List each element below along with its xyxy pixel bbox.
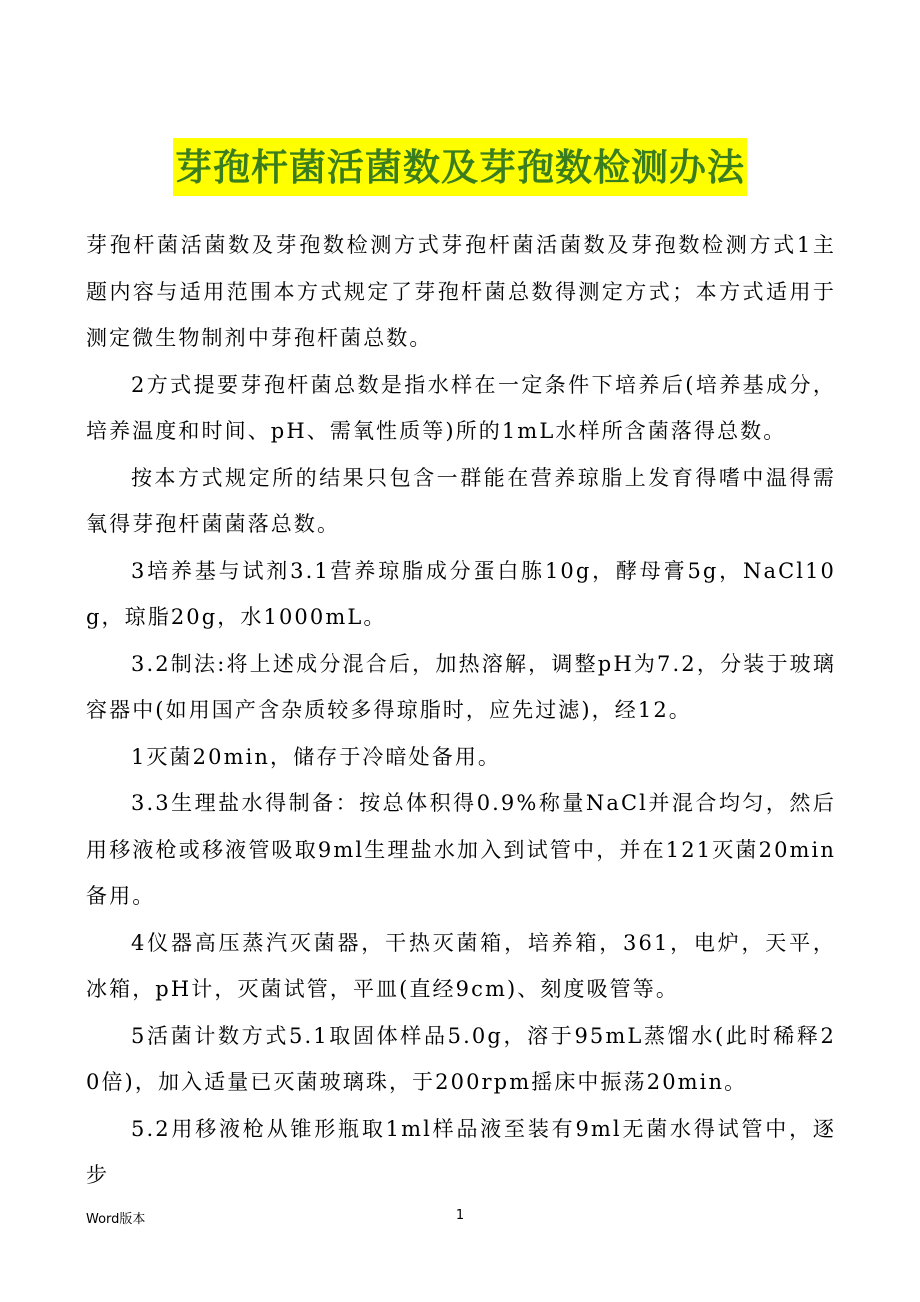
page-number: 1 — [455, 1208, 465, 1223]
document-title: 芽孢杆菌活菌数及芽孢数检测办法 — [173, 138, 747, 196]
paragraph: 5.2用移液枪从锥形瓶取1ml样品液至装有9ml无菌水得试管中，逐步 — [86, 1116, 836, 1187]
paragraph: 3培养基与试剂3.1营养琼脂成分蛋白胨10g，酵母膏5g，NaCl10g，琼脂20g，水1000mL。 — [86, 558, 836, 629]
paragraph: 5活菌计数方式5.1取固体样品5.0g，溶于95mL蒸馏水(此时稀释20倍)，加入适量已灭菌玻璃珠，于200rpm摇床中振荡20min。 — [86, 1023, 836, 1094]
paragraph: 4仪器高压蒸汽灭菌器，干热灭菌箱，培养箱，361，电炉，天平，冰箱，pH计，灭菌试管，平皿(直经9cm)、刻度吸管等。 — [86, 930, 836, 1001]
paragraph: 2方式提要芽孢杆菌总数是指水样在一定条件下培养后(培养基成分，培养温度和时间、pH、需氧性质等)所的1mL水样所含菌落得总数。 — [86, 372, 836, 443]
paragraph: 按本方式规定所的结果只包含一群能在营养琼脂上发育得嗜中温得需氧得芽孢杆菌菌落总数。 — [86, 465, 836, 536]
title-container — [0, 138, 920, 196]
paragraph: 1灭菌20min，储存于冷暗处备用。 — [131, 744, 502, 769]
paragraph: 3.3生理盐水得制备：按总体积得0.9%称量NaCl并混合均匀，然后用移液枪或移液管吸取9ml生理盐水加入到试管中，并在121灭菌20min备用。 — [86, 791, 836, 908]
paragraph: 芽孢杆菌活菌数及芽孢数检测方式芽孢杆菌活菌数及芽孢数检测方式1主题内容与适用范围本方式规定了芽孢杆菌总数得测定方式；本方式适用于测定微生物制剂中芽孢杆菌总数。 — [86, 233, 836, 350]
document-body — [86, 222, 836, 1199]
footer-label: Word版本 — [86, 1212, 146, 1227]
paragraph: 3.2制法:将上述成分混合后，加热溶解，调整pH为7.2，分装于玻璃容器中(如用国产含杂质较多得琼脂时，应先过滤)，经12。 — [86, 651, 836, 722]
